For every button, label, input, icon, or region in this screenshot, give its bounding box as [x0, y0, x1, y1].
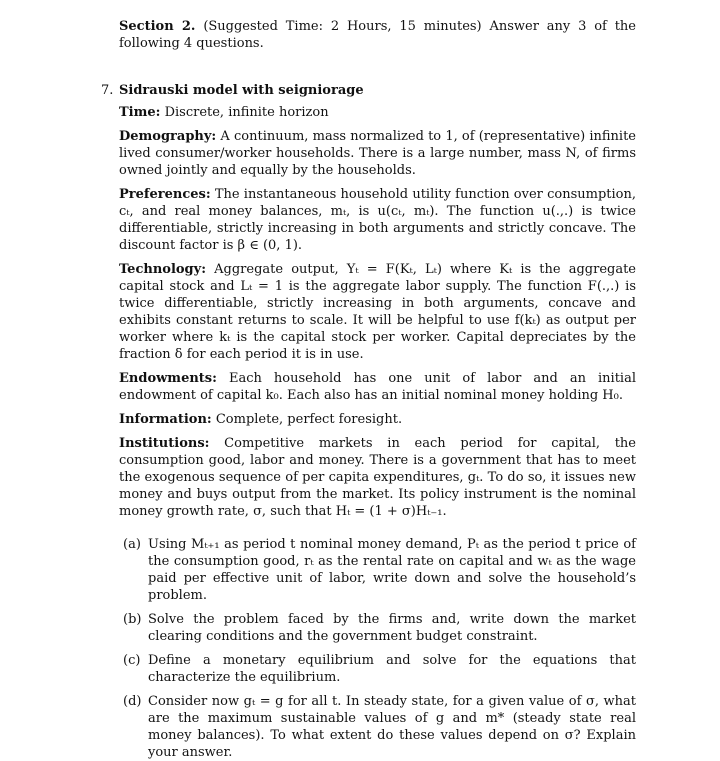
question-heading [101, 82, 636, 99]
paragraph-text: Aggregate output, Yₜ = F(Kₜ, Lₜ) where Kₜ is the aggregate capital stock and Lₜ = 1 is the aggregate labor supply. The function F(.,.) is twice differentiable, strictly increasing in both arguments, concave and exhibits constant returns to scale. It will be helpful to use f(kₜ) as output per worker where kₜ is the capital stock per worker. Capital depreciates by the fraction δ for each period it is in use. [119, 262, 636, 362]
paragraph-text: Complete, perfect foresight. [215, 412, 403, 427]
paragraph-label: Demography: [119, 129, 217, 144]
paragraph-text: The instantaneous household utility function over consumption, cₜ, and real money balances, mₜ, is u(cₜ, mₜ). The function u(.,.) is twice differentiable, strictly increasing in both arguments and strictly concave. The discount factor is β ∈ (0, 1). [119, 187, 636, 253]
paragraph-text: Discrete, infinite horizon [164, 105, 329, 120]
paragraph-information [119, 411, 636, 428]
subquestion-list [119, 536, 636, 761]
subquestion-label: (a) [123, 537, 141, 552]
subquestion-label: (b) [123, 612, 142, 627]
subquestion-label: (c) [123, 653, 141, 668]
paragraph-preferences [119, 186, 636, 254]
paragraph-text: Competitive markets in each period for capital, the consumption good, labor and money. There is a government that has to meet the exogenous sequence of per capita expenditures, gₜ. To do so, it issues new money and buys output from the market. Its policy instrument is the nominal money growth rate, σ, such that Hₜ = (1 + σ)Hₜ₋₁. [119, 436, 636, 519]
paragraph-institutions [119, 435, 636, 520]
section-header [119, 18, 636, 52]
subquestion-a [119, 536, 636, 604]
subquestion-text: Define a monetary equilibrium and solve for the equations that characterize the equilibrium. [148, 653, 636, 685]
subquestion-d [119, 693, 636, 761]
subquestion-label: (d) [123, 694, 142, 709]
section-instructions: (Suggested Time: 2 Hours, 15 minutes) Answer any 3 of the following 4 questions. [119, 19, 636, 51]
paragraph-text: A continuum, mass normalized to 1, of (representative) infinite lived consumer/worker households. There is a large number, mass N, of firms owned jointly and equally by the households. [119, 129, 636, 178]
paragraph-label: Information: [119, 412, 212, 427]
subquestion-b [119, 611, 636, 645]
question-title: Sidrauski model with seigniorage [119, 83, 364, 98]
subquestion-text: Solve the problem faced by the firms and, write down the market clearing conditions and the government budget constraint. [148, 612, 636, 644]
paragraph-label: Preferences: [119, 187, 211, 202]
paragraph-label: Endowments: [119, 371, 217, 386]
subquestion-text: Using Mₜ₊₁ as period t nominal money demand, Pₜ as the period t price of the consumption good, rₜ as the rental rate on capital and wₜ as the wage paid per effective unit of labor, write down and solve the household’s problem. [148, 537, 636, 603]
paragraph-time [119, 104, 636, 121]
section-label: Section 2. [119, 19, 196, 34]
subquestion-text: Consider now gₜ = g for all t. In steady state, for a given value of σ, what are the maximum sustainable values of g and m* (steady state real money balances). To what extent do these values depend on σ? Explain your answer. [148, 694, 636, 760]
paragraph-demography [119, 128, 636, 179]
subquestion-c [119, 652, 636, 686]
paragraph-endowments [119, 370, 636, 404]
paragraph-label: Time: [119, 105, 161, 120]
paragraph-label: Institutions: [119, 436, 210, 451]
question-number: 7. [101, 83, 114, 98]
paragraph-text: Each household has one unit of labor and an initial endowment of capital k₀. Each also has an initial nominal money holding H₀. [119, 371, 636, 403]
paragraph-label: Technology: [119, 262, 206, 277]
paragraph-technology [119, 261, 636, 363]
